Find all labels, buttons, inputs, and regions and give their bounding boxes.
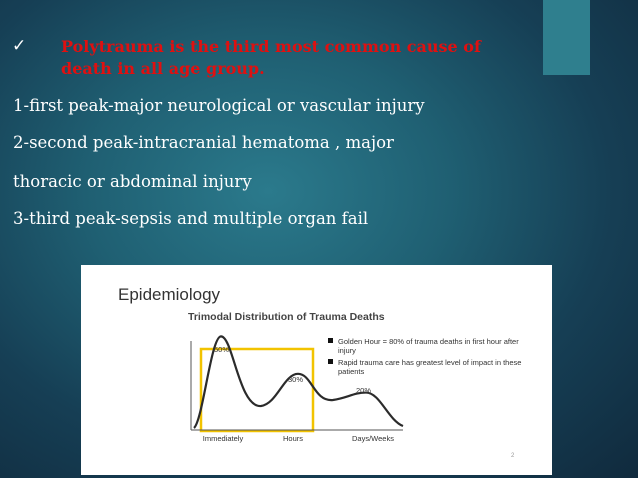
legend-item xyxy=(328,358,528,376)
x-tick-label: Days/Weeks xyxy=(352,434,394,443)
accent-bar xyxy=(543,0,590,75)
peak-line-1: 1-first peak-major neurological or vascular injury xyxy=(13,96,425,115)
peak-line-3: 3-third peak-sepsis and multiple organ fail xyxy=(13,209,369,228)
peak-label-2: 30% xyxy=(288,375,304,384)
page-number: 2 xyxy=(511,453,515,459)
peak-line-2: 2-second peak-intracranial hematoma , major xyxy=(13,133,394,152)
x-tick-label: Immediately xyxy=(202,434,244,443)
figure-title: Epidemiology xyxy=(118,285,221,304)
legend-text-golden-hour: Golden Hour = 80% of trauma deaths in first hour after injury xyxy=(338,337,519,355)
epidemiology-figure xyxy=(81,265,552,475)
peak-label-1: 50% xyxy=(214,345,230,354)
bullet-text: Polytrauma is the third most common cause of death in all age group. xyxy=(61,37,481,78)
legend-item xyxy=(328,337,528,355)
checkmark-icon: ✓ xyxy=(12,36,27,56)
peak-line-2-continued: thoracic or abdominal injury xyxy=(13,172,252,191)
peak-label-3: 20% xyxy=(356,386,372,395)
figure-subtitle: Trimodal Distribution of Trauma Deaths xyxy=(188,311,385,323)
legend-square-icon xyxy=(328,359,333,364)
x-tick-label: Hours xyxy=(282,434,304,443)
legend-text-rapid-care: Rapid trauma care has greatest level of impact in these patients xyxy=(338,358,522,376)
legend-square-icon xyxy=(328,338,333,343)
golden-hour-box xyxy=(201,349,313,431)
chart-legend xyxy=(328,337,528,379)
